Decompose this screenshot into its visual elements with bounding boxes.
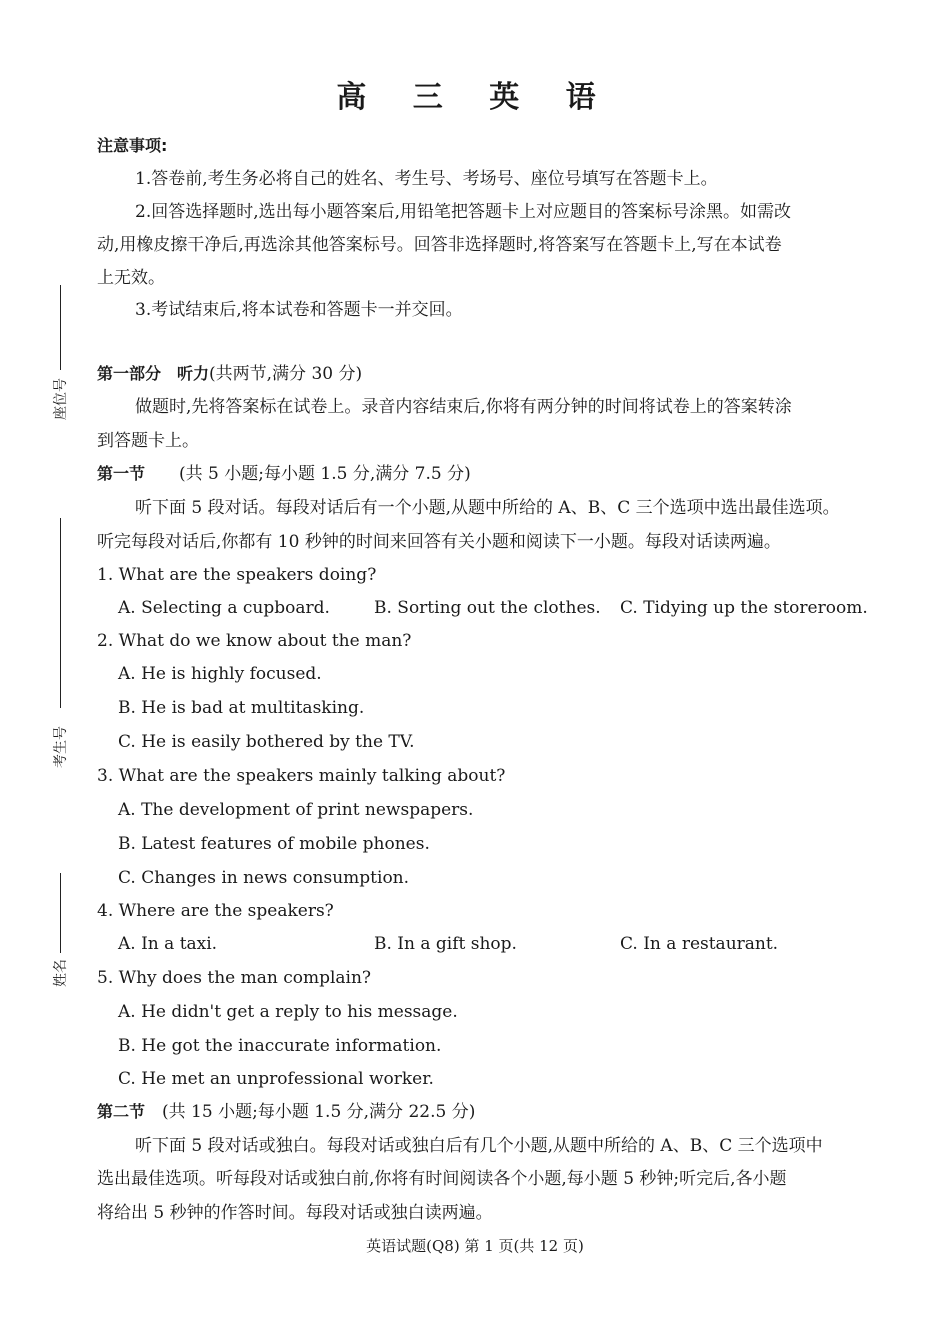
notice-item-2-line-3: 上无效。 bbox=[97, 268, 165, 288]
section1-heading: 第一节 bbox=[97, 464, 146, 483]
seat-number-line bbox=[60, 285, 61, 370]
name-field bbox=[40, 873, 80, 993]
question-5-option-a: A. He didn't get a reply to his message. bbox=[118, 1002, 458, 1022]
question-5-option-c: C. He met an unprofessional worker. bbox=[118, 1069, 434, 1089]
question-3-stem: 3. What are the speakers mainly talking about? bbox=[97, 766, 506, 786]
page-footer: 英语试题(Q8) 第 1 页(共 12 页) bbox=[366, 1237, 584, 1255]
seat-number-field bbox=[40, 285, 80, 435]
question-1-option-a: A. Selecting a cupboard. bbox=[118, 598, 330, 618]
question-4-option-b: B. In a gift shop. bbox=[374, 934, 517, 954]
page-title: 高 三 英 语 bbox=[336, 80, 614, 115]
question-4-option-c: C. In a restaurant. bbox=[620, 934, 779, 954]
notice-item-1: 1.答卷前,考生务必将自己的姓名、考生号、考场号、座位号填写在答题卡上。 bbox=[135, 169, 718, 189]
notice-heading: 注意事项: bbox=[97, 136, 168, 155]
section2-heading: 第二节 bbox=[97, 1102, 146, 1121]
part1-intro-line-1: 做题时,先将答案标在试卷上。录音内容结束后,你将有两分钟的时间将试卷上的答案转涂 bbox=[135, 397, 792, 417]
question-2-option-b: B. He is bad at multitasking. bbox=[118, 698, 365, 718]
section1-intro-line-1: 听下面 5 段对话。每段对话后有一个小题,从题中所给的 A、B、C 三个选项中选出最佳选项。 bbox=[135, 498, 840, 518]
notice-item-3: 3.考试结束后,将本试卷和答题卡一并交回。 bbox=[135, 300, 463, 320]
question-5-option-b: B. He got the inaccurate information. bbox=[118, 1036, 442, 1056]
section2-intro-line-3: 将给出 5 秒钟的作答时间。每段对话或独白读两遍。 bbox=[97, 1203, 493, 1223]
section1-intro-line-2: 听完每段对话后,你都有 10 秒钟的时间来回答有关小题和阅读下一小题。每段对话读两遍。 bbox=[97, 532, 781, 552]
question-4-stem: 4. Where are the speakers? bbox=[97, 901, 334, 921]
section2-intro-line-2: 选出最佳选项。听每段对话或独白前,你将有时间阅读各个小题,每小题 5 秒钟;听完后,各小题 bbox=[97, 1169, 787, 1189]
question-1-stem: 1. What are the speakers doing? bbox=[97, 565, 377, 585]
seat-number-label: 座位号 bbox=[53, 378, 69, 420]
section1-heading-row bbox=[97, 462, 890, 486]
question-3-option-a: A. The development of print newspapers. bbox=[118, 800, 474, 820]
question-1-option-b: B. Sorting out the clothes. bbox=[374, 598, 601, 618]
exam-number-line bbox=[60, 518, 61, 708]
question-1-option-c: C. Tidying up the storeroom. bbox=[620, 598, 868, 618]
notice-item-2-line-1: 2.回答选择题时,选出每小题答案后,用铅笔把答题卡上对应题目的答案标号涂黑。如需改 bbox=[135, 202, 792, 222]
section2-intro-line-1: 听下面 5 段对话或独白。每段对话或独白后有几个小题,从题中所给的 A、B、C 三个选项中 bbox=[135, 1136, 823, 1156]
part1-intro-line-2: 到答题卡上。 bbox=[97, 431, 199, 451]
question-3-option-b: B. Latest features of mobile phones. bbox=[118, 834, 430, 854]
question-2-stem: 2. What do we know about the man? bbox=[97, 631, 412, 651]
section2-heading-sub: (共 15 小题;每小题 1.5 分,满分 22.5 分) bbox=[162, 1102, 476, 1122]
question-2-option-a: A. He is highly focused. bbox=[118, 664, 322, 684]
exam-number-field bbox=[40, 518, 80, 778]
question-3-option-c: C. Changes in news consumption. bbox=[118, 868, 410, 888]
part1-heading-sub: (共两节,满分 30 分) bbox=[209, 364, 363, 384]
part1-heading-row bbox=[97, 362, 890, 386]
question-4-option-a: A. In a taxi. bbox=[118, 934, 218, 954]
section1-heading-sub: (共 5 小题;每小题 1.5 分,满分 7.5 分) bbox=[179, 464, 471, 484]
exam-number-label: 考生号 bbox=[53, 726, 69, 768]
section2-heading-row bbox=[97, 1100, 890, 1124]
name-label: 姓名 bbox=[53, 959, 69, 987]
question-2-option-c: C. He is easily bothered by the TV. bbox=[118, 732, 415, 752]
name-line bbox=[60, 873, 61, 953]
part1-heading: 第一部分 听力 bbox=[97, 364, 210, 383]
question-5-stem: 5. Why does the man complain? bbox=[97, 968, 372, 988]
notice-item-2-line-2: 动,用橡皮擦干净后,再选涂其他答案标号。回答非选择题时,将答案写在答题卡上,写在本试卷 bbox=[97, 235, 782, 255]
